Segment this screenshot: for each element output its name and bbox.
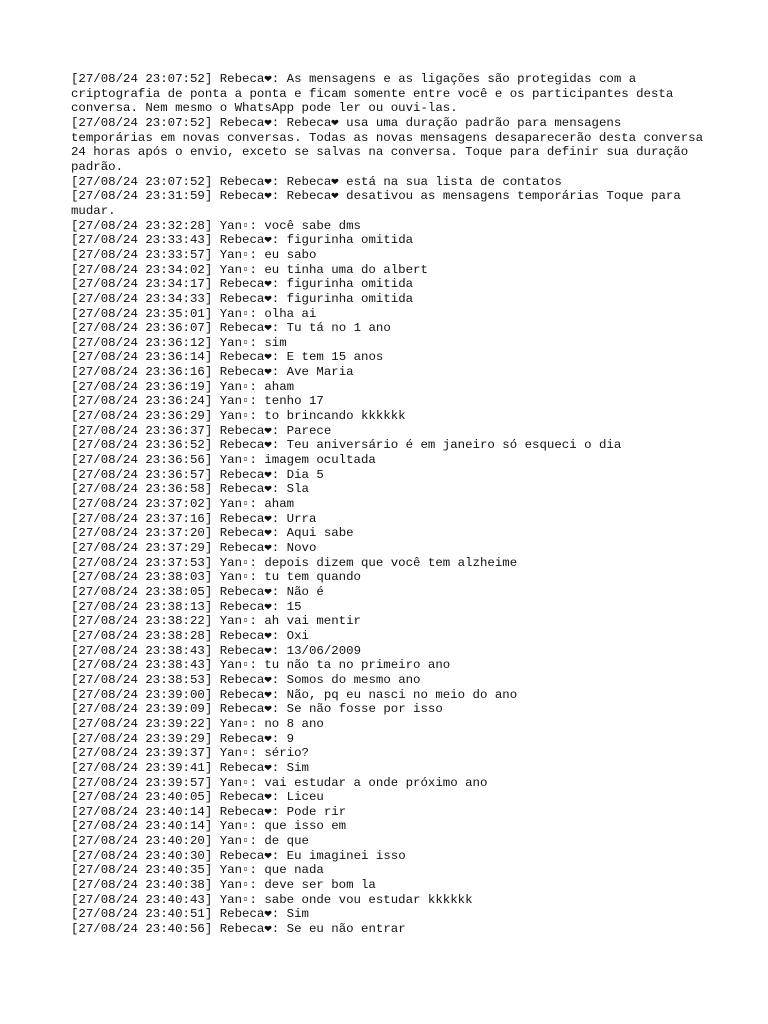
chat-message-line: [27/08/24 23:33:43] Rebeca❤: figurinha omitida <box>71 233 414 248</box>
chat-message-line: [27/08/24 23:34:17] Rebeca❤: figurinha omitida <box>71 277 414 292</box>
chat-message-line: [27/08/24 23:38:22] Yan▫: ah vai mentir <box>71 614 361 629</box>
chat-message-line: [27/08/24 23:37:02] Yan▫: aham <box>71 497 295 512</box>
chat-message-line: [27/08/24 23:39:09] Rebeca❤: Se não fosse por isso <box>71 702 443 717</box>
chat-message-line: [27/08/24 23:34:33] Rebeca❤: figurinha omitida <box>71 291 414 306</box>
chat-message-line: [27/08/24 23:37:29] Rebeca❤: Novo <box>71 541 317 555</box>
chat-message-line: [27/08/24 23:36:19] Yan▫: aham <box>71 379 295 394</box>
chat-message-line: [27/08/24 23:36:56] Yan▫: imagem ocultada <box>71 453 376 468</box>
chat-message-line: [27/08/24 23:39:22] Yan▫: no 8 ano <box>71 716 324 731</box>
chat-message-line: [27/08/24 23:36:57] Rebeca❤: Dia 5 <box>71 467 324 482</box>
chat-message-line: [27/08/24 23:38:43] Yan▫: tu não ta no primeiro ano <box>71 658 451 673</box>
chat-message-line: [27/08/24 23:36:29] Yan▫: to brincando kkkkkk <box>71 409 406 424</box>
chat-message-line: [27/08/24 23:40:20] Yan▫: de que <box>71 834 309 849</box>
chat-message-line: [27/08/24 23:32:28] Yan▫: você sabe dms <box>71 218 361 233</box>
chat-message-line: [27/08/24 23:37:16] Rebeca❤: Urra <box>71 511 317 526</box>
chat-message-line: [27/08/24 23:40:14] Yan▫: que isso em <box>71 819 347 834</box>
chat-message-line: [27/08/24 23:39:29] Rebeca❤: 9 <box>71 731 295 746</box>
chat-message-line: [27/08/24 23:39:41] Rebeca❤: Sim <box>71 760 309 775</box>
chat-message-line: [27/08/24 23:36:14] Rebeca❤: E tem 15 anos <box>71 350 384 365</box>
chat-message-line: [27/08/24 23:38:03] Yan▫: tu tem quando <box>71 570 361 585</box>
chat-message-line: [27/08/24 23:40:43] Yan▫: sabe onde vou estudar kkkkkk <box>71 892 473 907</box>
chat-message-line: [27/08/24 23:38:43] Rebeca❤: 13/06/2009 <box>71 643 362 658</box>
chat-message-line: [27/08/24 23:07:52] Rebeca❤: As mensagens e as ligações são protegidas com a criptografia de ponta a ponta e ficam somente entre você e os participantes desta conversa. Nem mesmo o WhatsApp pode ler ou ouvi-las. <box>71 72 681 116</box>
chat-message-line: [27/08/24 23:33:57] Yan▫: eu sabo <box>71 247 317 262</box>
chat-message-line: [27/08/24 23:38:53] Rebeca❤: Somos do mesmo ano <box>71 672 421 687</box>
chat-message-line: [27/08/24 23:39:37] Yan▫: sério? <box>71 746 309 761</box>
chat-message-line: [27/08/24 23:36:12] Yan▫: sim <box>71 335 287 350</box>
chat-message-line: [27/08/24 23:36:52] Rebeca❤: Teu aniversário é em janeiro só esqueci o dia <box>71 438 622 453</box>
chat-message-line: [27/08/24 23:40:51] Rebeca❤: Sim <box>71 907 309 922</box>
chat-message-line: [27/08/24 23:36:24] Yan▫: tenho 17 <box>71 394 324 409</box>
chat-message-line: [27/08/24 23:07:52] Rebeca❤: Rebeca❤ está na sua lista de contatos <box>71 174 562 189</box>
chat-message-line: [27/08/24 23:34:02] Yan▫: eu tinha uma do albert <box>71 262 428 277</box>
chat-message-line: [27/08/24 23:35:01] Yan▫: olha ai <box>71 306 317 321</box>
chat-message-line: [27/08/24 23:38:13] Rebeca❤: 15 <box>71 599 302 614</box>
chat-message-line: [27/08/24 23:40:56] Rebeca❤: Se eu não entrar <box>71 922 406 937</box>
chat-message-line: [27/08/24 23:31:59] Rebeca❤: Rebeca❤ desativou as mensagens temporárias Toque para mudar. <box>71 189 689 218</box>
chat-message-line: [27/08/24 23:37:20] Rebeca❤: Aqui sabe <box>71 526 354 541</box>
chat-message-line: [27/08/24 23:39:00] Rebeca❤: Não, pq eu nasci no meio do ano <box>71 687 518 702</box>
chat-message-line: [27/08/24 23:36:07] Rebeca❤: Tu tá no 1 ano <box>71 321 391 336</box>
chat-message-line: [27/08/24 23:38:28] Rebeca❤: Oxi <box>71 628 309 643</box>
chat-message-line: [27/08/24 23:36:16] Rebeca❤: Ave Maria <box>71 365 354 380</box>
chat-message-line: [27/08/24 23:40:30] Rebeca❤: Eu imaginei isso <box>71 848 406 863</box>
chat-message-line: [27/08/24 23:40:05] Rebeca❤: Liceu <box>71 790 324 805</box>
chat-message-line: [27/08/24 23:36:58] Rebeca❤: Sla <box>71 482 309 497</box>
chat-message-line: [27/08/24 23:07:52] Rebeca❤: Rebeca❤ usa uma duração padrão para mensagens temporárias em novas conversas. Todas as novas mensagens desaparecerão desta conversa 24 horas após o envio, exceto se salvas na conversa. Toque para definir sua duração padrão. <box>71 115 711 174</box>
chat-message-line: [27/08/24 23:37:53] Yan▫: depois dizem que você tem alzheime <box>71 555 518 570</box>
chat-message-line: [27/08/24 23:40:35] Yan▫: que nada <box>71 863 324 878</box>
chat-message-line: [27/08/24 23:38:05] Rebeca❤: Não é <box>71 584 324 599</box>
chat-message-line: [27/08/24 23:39:57] Yan▫: vai estudar a onde próximo ano <box>71 775 488 790</box>
chat-message-line: [27/08/24 23:40:14] Rebeca❤: Pode rir <box>71 804 347 819</box>
chat-transcript <box>71 72 711 937</box>
chat-message-line: [27/08/24 23:36:37] Rebeca❤: Parece <box>71 423 332 438</box>
chat-message-line: [27/08/24 23:40:38] Yan▫: deve ser bom la <box>71 878 376 893</box>
